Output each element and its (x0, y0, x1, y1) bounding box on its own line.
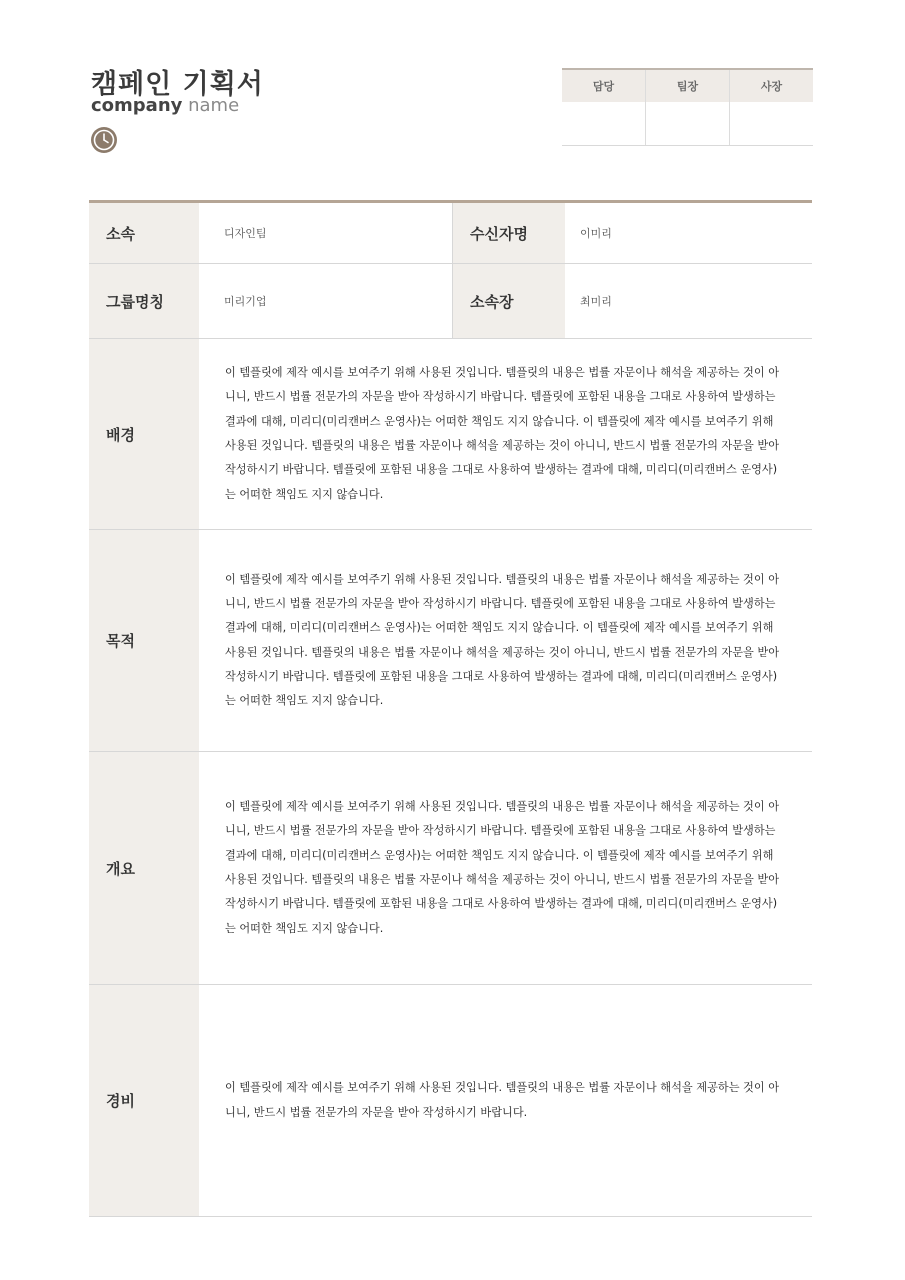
head-label: 소속장 (452, 264, 565, 338)
company-name-bold: company (91, 95, 183, 116)
background-text-content: 이 템플릿에 제작 예시를 보여주기 위해 사용된 것입니다. 템플릿의 내용은 법률 자문이나 해석을 제공하는 것이 아니니, 반드시 법률 전문가의 자문을 받아 작성하시기 바랍니다. 템플릿에 포함된 내용을 그대로 사용하여 발생하는 결과에 대해, 미리디(미리캔버스 운영사)는 어떠한 책임도 지지 않습니다. 이 템플릿에 제작 예시를 보여주기 위해 사용된 것입니다. 템플릿의 내용은 법률 자문이나 해석을 제공하는 것이 아니니, 반드시 법률 전문가의 자문을 받아 작성하시기 바랍니다. 템플릿에 포함된 내용을 그대로 사용하여 발생하는 결과에 대해, 미리디(미리캔버스 운영사)는 어떠한 책임도 지지 않습니다. (225, 366, 780, 501)
approval-col-manager (562, 70, 646, 145)
head-value[interactable]: 최미리 (580, 295, 612, 308)
company-name (91, 95, 239, 116)
affiliation-value[interactable]: 디자인팀 (224, 227, 267, 240)
plan-form (89, 200, 812, 1217)
background-label: 배경 (89, 339, 199, 529)
approval-col-teamlead (646, 70, 730, 145)
affiliation-label: 소속 (89, 203, 199, 263)
approval-sign-teamlead[interactable] (646, 102, 729, 145)
form-row-purpose (89, 530, 812, 752)
company-name-light: name (188, 95, 240, 116)
document-title: 캠페인 기획서 (91, 69, 264, 100)
form-row-affiliation (89, 203, 812, 264)
approval-sign-manager[interactable] (562, 102, 645, 145)
form-row-background (89, 339, 812, 530)
expense-text-content: 이 템플릿에 제작 예시를 보여주기 위해 사용된 것입니다. 템플릿의 내용은 법률 자문이나 해석을 제공하는 것이 아니니, 반드시 법률 전문가의 자문을 받아 작성하시기 바랍니다. (225, 1081, 780, 1119)
form-row-overview (89, 752, 812, 985)
overview-text-content: 이 템플릿에 제작 예시를 보여주기 위해 사용된 것입니다. 템플릿의 내용은 법률 자문이나 해석을 제공하는 것이 아니니, 반드시 법률 전문가의 자문을 받아 작성하시기 바랍니다. 템플릿에 포함된 내용을 그대로 사용하여 발생하는 결과에 대해, 미리디(미리캔버스 운영사)는 어떠한 책임도 지지 않습니다. 이 템플릿에 제작 예시를 보여주기 위해 사용된 것입니다. 템플릿의 내용은 법률 자문이나 해석을 제공하는 것이 아니니, 반드시 법률 전문가의 자문을 받아 작성하시기 바랍니다. 템플릿에 포함된 내용을 그대로 사용하여 발생하는 결과에 대해, 미리디(미리캔버스 운영사)는 어떠한 책임도 지지 않습니다. (225, 800, 780, 935)
form-row-expense (89, 985, 812, 1217)
overview-text[interactable] (199, 752, 812, 984)
purpose-label: 목적 (89, 530, 199, 751)
approval-col-president (730, 70, 813, 145)
approval-head-president: 사장 (730, 70, 813, 102)
recipient-label: 수신자명 (452, 203, 565, 263)
form-row-group (89, 264, 812, 339)
group-value[interactable]: 미리기업 (224, 295, 267, 308)
approval-head-manager: 담당 (562, 70, 645, 102)
approval-sign-president[interactable] (730, 102, 813, 145)
approval-head-teamlead: 팀장 (646, 70, 729, 102)
background-text[interactable] (199, 339, 812, 529)
overview-label: 개요 (89, 752, 199, 984)
purpose-text-content: 이 템플릿에 제작 예시를 보여주기 위해 사용된 것입니다. 템플릿의 내용은 법률 자문이나 해석을 제공하는 것이 아니니, 반드시 법률 전문가의 자문을 받아 작성하시기 바랍니다. 템플릿에 포함된 내용을 그대로 사용하여 발생하는 결과에 대해, 미리디(미리캔버스 운영사)는 어떠한 책임도 지지 않습니다. 이 템플릿에 제작 예시를 보여주기 위해 사용된 것입니다. 템플릿의 내용은 법률 자문이나 해석을 제공하는 것이 아니니, 반드시 법률 전문가의 자문을 받아 작성하시기 바랍니다. 템플릿에 포함된 내용을 그대로 사용하여 발생하는 결과에 대해, 미리디(미리캔버스 운영사)는 어떠한 책임도 지지 않습니다. (225, 572, 780, 708)
group-label: 그룹명칭 (89, 264, 199, 338)
expense-text[interactable] (199, 985, 812, 1216)
recipient-value[interactable]: 이미리 (580, 227, 612, 240)
expense-label: 경비 (89, 985, 199, 1216)
clock-icon (90, 126, 118, 154)
approval-box (562, 68, 813, 146)
purpose-text[interactable] (199, 530, 812, 751)
